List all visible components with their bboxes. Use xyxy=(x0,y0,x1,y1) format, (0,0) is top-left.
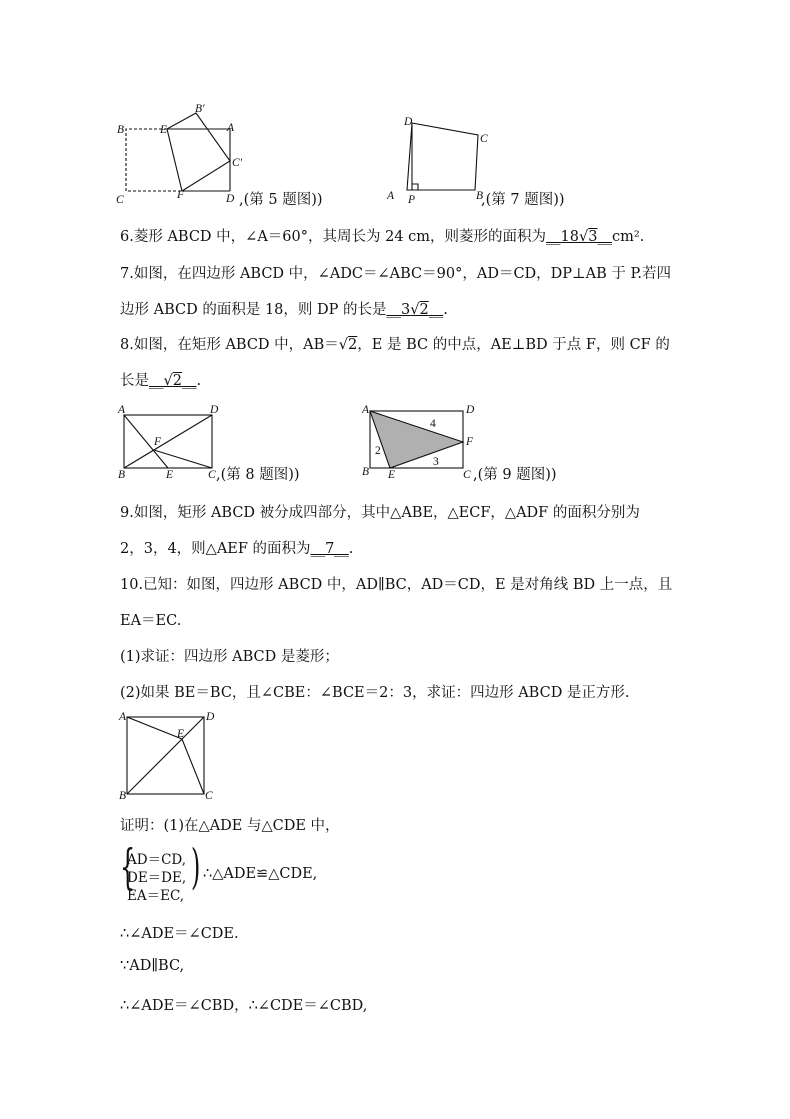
fig10-label-C: C xyxy=(205,790,213,802)
fig5-caption: ,(第 5 题图)) xyxy=(239,192,323,208)
fig5-label-F: F xyxy=(177,189,185,201)
fig8-seg-CF xyxy=(154,450,212,468)
fig5-fold xyxy=(167,113,230,191)
q6-answer: __18√3__ xyxy=(546,229,612,245)
q9-line1: 9.如图，矩形 ABCD 被分成四部分，其中△ABE，△ECF，△ADF 的面积分别为 xyxy=(120,505,640,521)
fig8-diag-BD xyxy=(124,415,212,468)
q6-text: 6.菱形 ABCD 中，∠A＝60°，其周长为 24 cm，则菱形的面积为 xyxy=(120,229,547,245)
figure-8 xyxy=(112,400,232,480)
q10-line2: EA＝EC. xyxy=(120,613,182,629)
fig8-seg-AE xyxy=(124,415,168,468)
fig7-right-angle xyxy=(412,184,418,190)
q6-line xyxy=(120,225,644,246)
fig5-label-Cp: C′ xyxy=(232,157,243,169)
proof-congruence: ∴△ADE≌△CDE, xyxy=(203,866,318,882)
q8-line2: 长是__√2__. xyxy=(120,373,202,389)
fig10-label-A: A xyxy=(119,711,127,723)
q10-part1: (1)求证：四边形 ABCD 是菱形； xyxy=(120,649,339,665)
q9-line2: 2，3，4，则△AEF 的面积为__7__. xyxy=(120,541,354,557)
fig8-label-B: B xyxy=(118,469,126,481)
proof-line-3: ∴∠ADE＝∠CBD，∴∠CDE＝∠CBD, xyxy=(120,998,368,1014)
fig7-caption: ,(第 7 题图)) xyxy=(481,192,565,208)
fig9-caption: ,(第 9 题图)) xyxy=(473,467,557,483)
fig9-label-F: F xyxy=(466,436,474,448)
fig10-label-D: D xyxy=(206,711,215,723)
fig7-label-B: B xyxy=(476,190,484,202)
figure-10 xyxy=(115,708,225,803)
fig9-area-2: 2 xyxy=(375,445,381,457)
proof-line-2: ∵AD∥BC, xyxy=(120,958,185,974)
fig7-quad xyxy=(407,123,478,190)
fig8-label-A: A xyxy=(118,404,126,416)
fig8-label-F: F xyxy=(154,436,162,448)
fig7-label-P: P xyxy=(408,194,416,206)
proof-line-1: ∴∠ADE＝∠CDE. xyxy=(120,926,239,942)
fig9-label-E: E xyxy=(388,469,396,481)
proof-right-paren: ) xyxy=(191,839,201,895)
fig7-label-D: D xyxy=(404,116,413,128)
fig9-label-A: A xyxy=(362,404,370,416)
fig9-area-3: 3 xyxy=(433,456,439,468)
fig10-label-B: B xyxy=(119,790,127,802)
fig9-label-B: B xyxy=(362,466,370,478)
figure-9 xyxy=(360,400,490,480)
fig8-label-C: C xyxy=(208,469,216,481)
fig8-label-E: E xyxy=(166,469,174,481)
fig10-label-E: E xyxy=(177,728,185,740)
fig5-label-A: A xyxy=(227,122,235,134)
fig9-shaded-AEF xyxy=(370,411,463,468)
fig7-label-C: C xyxy=(480,133,488,145)
fig5-label-C: C xyxy=(116,194,124,206)
fig5-label-D: D xyxy=(226,193,235,205)
proof-intro: 证明：(1)在△ADE 与△CDE 中， xyxy=(120,818,340,834)
fig9-label-C: C xyxy=(463,469,471,481)
fig8-caption: ,(第 8 题图)) xyxy=(216,467,300,483)
fig10-seg-AE xyxy=(127,717,185,740)
proof-left-brace: { xyxy=(120,839,136,895)
q8-answer: __√2__ xyxy=(149,373,197,389)
fig8-label-D: D xyxy=(210,404,219,416)
q10-part2: (2)如果 BE＝BC，且∠CBE：∠BCE＝2：3，求证：四边形 ABCD 是正方形. xyxy=(120,685,630,701)
fig9-area-4: 4 xyxy=(430,418,436,430)
q7-line2: 边形 ABCD 的面积是 18，则 DP 的长是__3√2__. xyxy=(120,302,448,318)
fig5-label-E: E xyxy=(160,124,168,136)
fig10-diag-BD xyxy=(127,717,204,794)
fig5-label-Bp: B′ xyxy=(195,103,205,115)
fig9-label-D: D xyxy=(466,404,475,416)
q10-line1: 10.已知：如图，四边形 ABCD 中，AD∥BC，AD＝CD，E 是对角线 BD 上一点，且 xyxy=(120,577,673,593)
proof-system-1: AD＝CD, xyxy=(127,852,187,868)
q6-post: cm². xyxy=(611,229,645,245)
fig7-label-A: A xyxy=(387,190,395,202)
proof-system-3: EA＝EC, xyxy=(127,888,185,904)
q8-line1: 8.如图，在矩形 ABCD 中，AB＝√2，E 是 BC 的中点，AE⊥BD 于点 F，则 CF 的 xyxy=(120,337,670,353)
fig10-seg-EC xyxy=(182,739,204,794)
q7-line1: 7.如图，在四边形 ABCD 中，∠ADC＝∠ABC＝90°，AD＝CD，DP⊥AB 于 P.若四 xyxy=(120,266,671,282)
q7-answer: __3√2__ xyxy=(386,302,444,318)
q9-answer: __7__ xyxy=(310,541,349,557)
fig5-dashed-part xyxy=(126,129,182,191)
proof-system-2: DE＝DE, xyxy=(127,870,187,886)
fig5-label-B: B xyxy=(117,124,125,136)
